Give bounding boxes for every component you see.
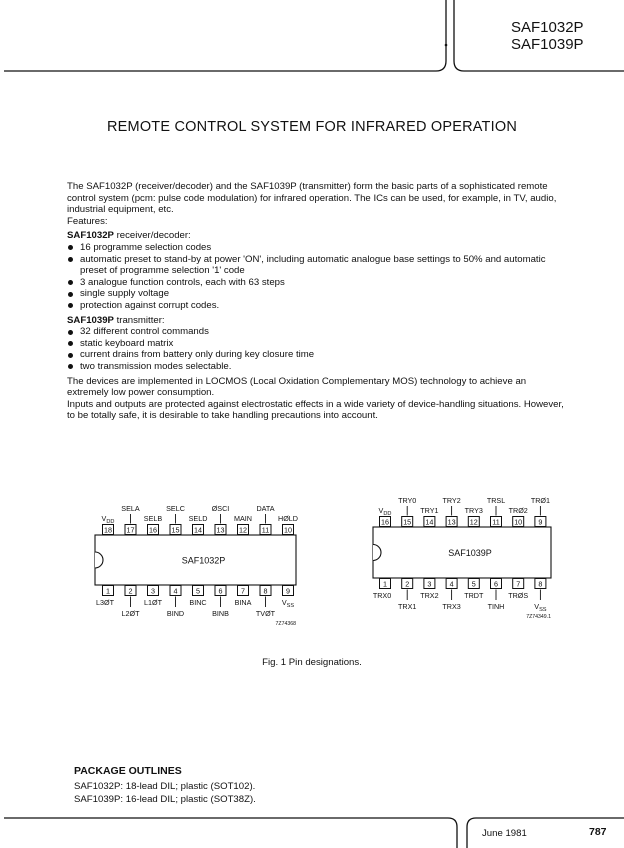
pin-label: TRDT — [464, 591, 484, 600]
package-line-2: SAF1039P: 16-lead DIL; plastic (SOT38Z). — [74, 794, 256, 805]
transmitter-name: SAF1039P — [67, 314, 114, 326]
pin-number: 6 — [218, 586, 223, 596]
pin-number: 3 — [427, 579, 432, 589]
pin-label: $V_{SS}$ — [534, 602, 547, 613]
list-item: current drains from battery only during key closure time — [67, 349, 567, 361]
figure-caption: Fig. 1 Pin designations. — [262, 657, 362, 668]
pin-label: $V_{SS}$ — [281, 598, 295, 609]
pin-label: MAIN — [234, 514, 252, 523]
pin-number: 11 — [492, 517, 500, 527]
pin-label: TRX2 — [420, 591, 439, 600]
pin-number: 13 — [216, 525, 225, 535]
pin-diagrams — [0, 490, 624, 645]
pin-label: TRØ2 — [508, 506, 528, 515]
saf1039p-pinout — [373, 496, 551, 620]
receiver-name: SAF1032P — [67, 230, 114, 242]
pin-number: 8 — [263, 586, 268, 596]
pin-label: TRØS — [508, 591, 529, 600]
receiver-feature-list — [67, 242, 567, 312]
pin-label: L3ØT — [96, 598, 114, 607]
pin-number: 7 — [516, 579, 521, 589]
pin-label: TRX0 — [372, 591, 392, 600]
pin-label: BIND — [166, 609, 185, 618]
locmos-paragraph: The devices are implemented in LOCMOS (Local Oxidation Complementary MOS) technology to achieve an extremely low power consumption. — [67, 375, 527, 399]
pin-label: TRY3 — [464, 506, 483, 515]
pin-number: 6 — [494, 579, 498, 589]
pin-label: TRØ1 — [530, 496, 550, 505]
pin-number: 5 — [196, 586, 200, 596]
pin-number: 16 — [149, 525, 157, 535]
pin-label: TRY1 — [420, 506, 439, 515]
pin-label: TVØT — [255, 609, 276, 618]
pin-number: 16 — [381, 517, 389, 527]
transmitter-heading: SAF1039P transmitter: — [67, 314, 165, 326]
pin-label: HØLD — [278, 514, 298, 523]
pin-label: SELD — [188, 514, 208, 523]
list-item: automatic preset to stand-by at power 'ON', including automatic analogue base settings to 50% and automatic preset of programme selection '1' code — [67, 254, 567, 277]
pin-number: 7 — [241, 586, 245, 596]
pin-label: TINH — [487, 602, 505, 611]
pin-number: 12 — [469, 517, 478, 527]
pin-number: 2 — [128, 586, 133, 596]
pin-number: 3 — [151, 586, 155, 596]
diagram-code: 7Z74349.1 — [526, 614, 551, 620]
intro-paragraph: The SAF1032P (receiver/decoder) and the SAF1039P (transmitter) form the basic parts of a sophisticated remote control system (pcm: pulse code modulation) for infrared operation. The ICs can be used, for example, in TV, audio, industrial equipment, etc. — [67, 181, 557, 216]
list-item: 32 different control commands — [67, 326, 567, 338]
pin-label: $V_{DD}$ — [378, 506, 392, 517]
pin-label: ØSCI — [211, 504, 230, 513]
list-item: two transmission modes selectable. — [67, 361, 567, 373]
pin-number: 1 — [106, 586, 110, 596]
pin-number: 10 — [514, 517, 523, 527]
pin-label: $V_{DD}$ — [101, 514, 115, 525]
pin-label: SELB — [143, 514, 163, 523]
pin-number: 4 — [449, 579, 454, 589]
pin-label: TRY0 — [398, 496, 417, 505]
pin-label: BINB — [212, 609, 229, 618]
pin-label: SELC — [166, 504, 185, 513]
transmitter-feature-list — [67, 326, 567, 372]
list-item: single supply voltage — [67, 288, 567, 300]
package-title: PACKAGE OUTLINES — [74, 765, 182, 777]
pin-number: 15 — [171, 525, 180, 535]
list-item: 16 programme selection codes — [67, 242, 567, 254]
pin-number: 9 — [286, 586, 290, 596]
pin-number: 18 — [104, 525, 112, 535]
pin-label: L1ØT — [144, 598, 162, 607]
chip-label: SAF1039P — [448, 548, 492, 558]
diagram-code: 7Z74368 — [275, 621, 296, 627]
pin-label: TRSL — [486, 496, 506, 505]
pin-number: 13 — [447, 517, 456, 527]
pin-label: L2ØT — [121, 609, 140, 618]
orientation-notch — [373, 545, 381, 561]
header-part-2: SAF1039P — [511, 36, 584, 53]
list-item: static keyboard matrix — [67, 338, 567, 350]
list-item: 3 analogue function controls, each with 63 steps — [67, 277, 567, 289]
protection-paragraph: Inputs and outputs are protected against electrostatic effects in a wide variety of device-handling situations. However, to be totally safe, it is desirable to take handling precautions into account. — [67, 398, 564, 422]
pin-number: 14 — [425, 517, 434, 527]
pin-label: TRX1 — [398, 602, 417, 611]
pin-number: 5 — [471, 579, 476, 589]
page-number: 787 — [589, 826, 607, 838]
pin-number: 2 — [405, 579, 410, 589]
pin-number: 14 — [194, 525, 202, 535]
package-line-1: SAF1032P: 18-lead DIL; plastic (SOT102). — [74, 781, 256, 792]
pin-number: 1 — [383, 579, 387, 589]
pin-number: 11 — [261, 525, 270, 535]
pin-number: 9 — [538, 517, 543, 527]
saf1032p-pinout — [95, 504, 298, 627]
pin-number: 10 — [284, 525, 292, 535]
footer-date: June 1981 — [482, 828, 527, 839]
pin-label: TRY2 — [442, 496, 461, 505]
list-item: protection against corrupt codes. — [67, 300, 567, 312]
pin-label: BINC — [189, 598, 207, 607]
footer-rule — [0, 800, 624, 848]
pin-label: SELA — [121, 504, 140, 513]
orientation-notch — [95, 552, 103, 568]
header-part-1: SAF1032P — [511, 19, 584, 36]
pin-number: 4 — [173, 586, 178, 596]
chip-label: SAF1032P — [181, 555, 226, 566]
pin-label: DATA — [256, 504, 275, 513]
pin-number: 17 — [126, 525, 135, 535]
pin-label: BINA — [234, 598, 252, 607]
pin-number: 12 — [239, 525, 247, 535]
pin-number: 15 — [403, 517, 412, 527]
page-title: REMOTE CONTROL SYSTEM FOR INFRARED OPERATION — [107, 119, 517, 135]
body-text — [67, 181, 567, 422]
pin-label: TRX3 — [442, 602, 461, 611]
pin-number: 8 — [538, 579, 543, 589]
features-label: Features: — [67, 215, 108, 227]
receiver-heading: SAF1032P receiver/decoder: — [67, 230, 191, 242]
